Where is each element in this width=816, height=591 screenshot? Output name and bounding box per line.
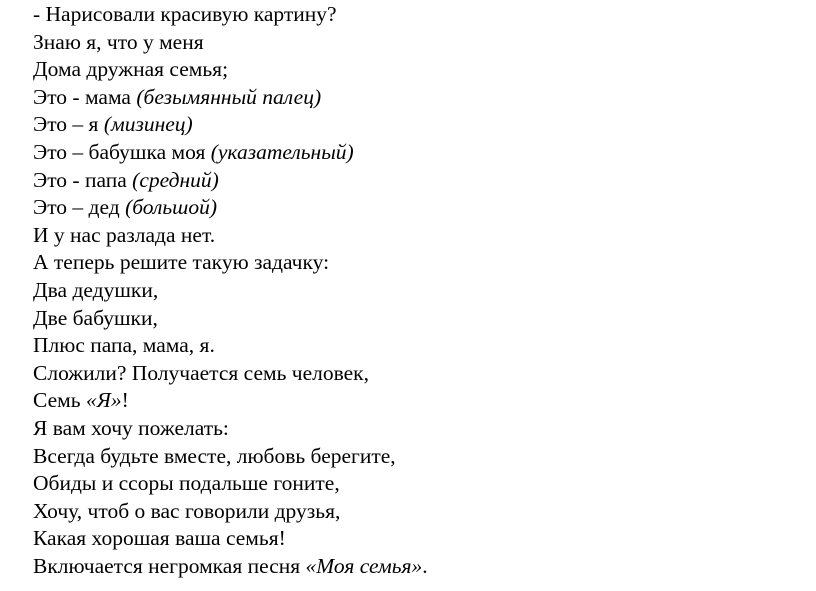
- italic-note: «Моя семья»: [305, 553, 423, 578]
- text-line: Это – дед (большой): [33, 195, 218, 220]
- italic-note: (безымянный палец): [136, 84, 322, 109]
- text-line: И у нас разлада нет.: [33, 222, 216, 247]
- text-line: Дома дружная семья;: [33, 57, 229, 82]
- text-line: Сложили? Получается семь человек,: [33, 360, 369, 385]
- italic-note: (мизинец): [103, 112, 193, 137]
- italic-note: (большой): [125, 195, 218, 220]
- text-line: Какая хорошая ваша семья!: [33, 526, 286, 551]
- text-line: Семь «Я»!: [33, 388, 129, 413]
- text-line: Это - папа (средний): [33, 167, 219, 192]
- text-line: Это - мама (безымянный палец): [33, 84, 322, 109]
- text-line: Это – я (мизинец): [33, 112, 193, 137]
- text-line: Два дедушки,: [33, 277, 159, 302]
- text-line: Всегда будьте вместе, любовь берегите,: [33, 443, 396, 468]
- text-line: - Нарисовали красивую картину?: [33, 2, 337, 26]
- text-line: Это – бабушка моя (указательный): [33, 139, 354, 164]
- text-line: Две бабушки,: [33, 305, 158, 330]
- text-line: Включается негромкая песня «Моя семья».: [33, 553, 428, 578]
- text-line: А теперь решите такую задачку:: [33, 250, 330, 275]
- italic-note: «Я»: [85, 388, 122, 413]
- italic-note: (указательный): [210, 139, 354, 164]
- text-line: Я вам хочу пожелать:: [33, 415, 229, 440]
- text-line: Знаю я, что у меня: [33, 29, 204, 54]
- italic-note: (средний): [132, 167, 219, 192]
- poem-text: [33, 1, 803, 580]
- text-line: Обиды и ссоры подальше гоните,: [33, 471, 340, 496]
- text-line: Плюс папа, мама, я.: [33, 333, 215, 358]
- text-line: Хочу, чтоб о вас говорили друзья,: [33, 498, 341, 523]
